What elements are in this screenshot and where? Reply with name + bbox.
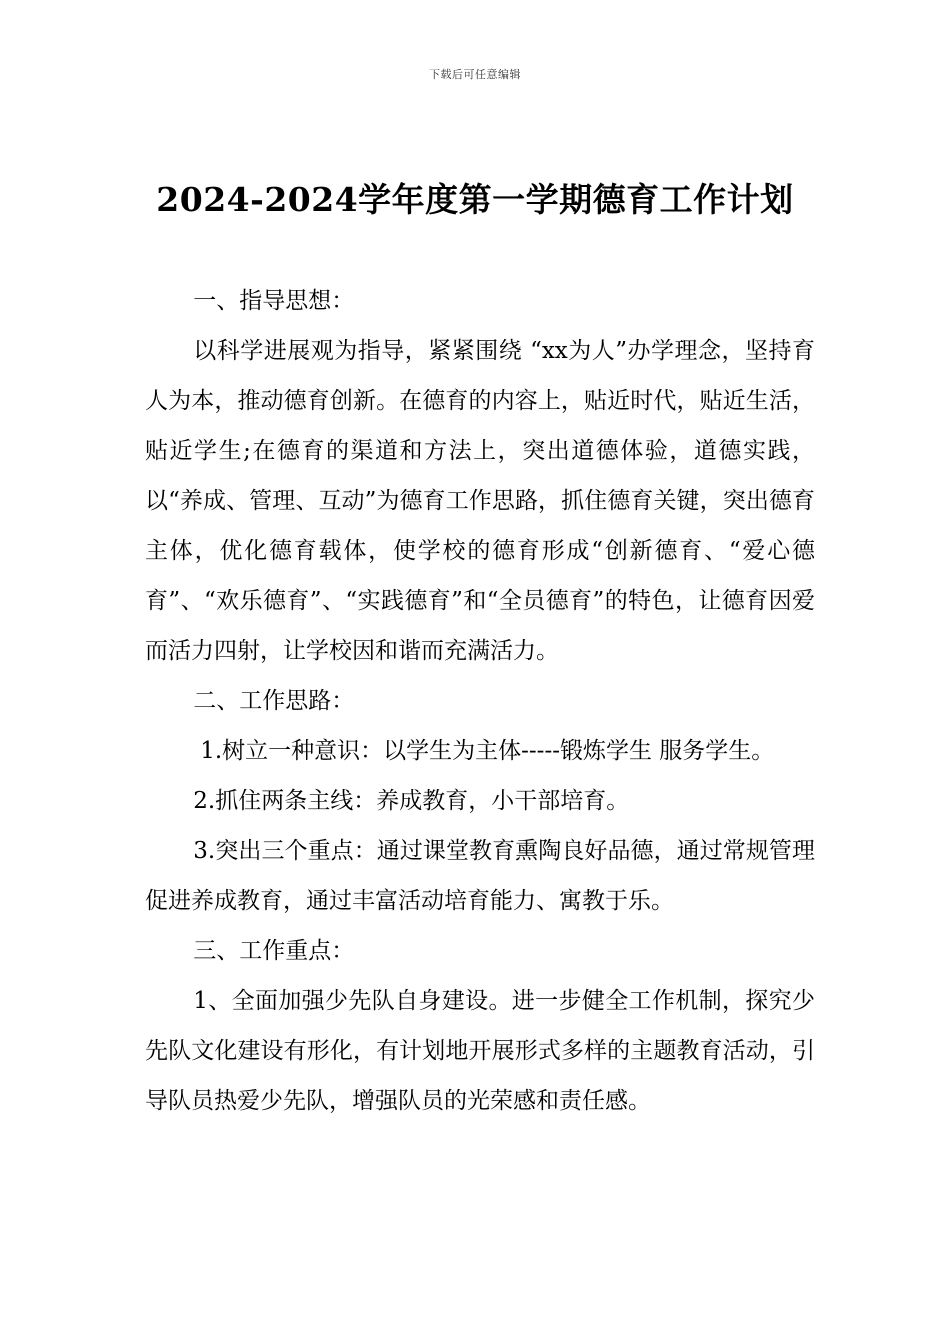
paragraph-guiding-ideology: 以科学进展观为指导，紧紧围绕 “xx为人”办学理念，坚持育人为本，推动德育创新。在德育的内容上，贴近时代，贴近生活，贴近学生;在德育的渠道和方法上，突出道德体验，道德实践，以“养成、管理、互动”为德育工作思路，抓住德育关键，突出德育主体，优化德育载体，使学校的德育形成“创新德育、“爱心德育”、“欢乐德育”、“实践德育”和“全员德育”的特色，让德育因爱而活力四射，让学校因和谐而充满活力。	[145, 338, 815, 664]
list-item-approach-2: 2.抓住两条主线：养成教育，小干部培育。	[193, 788, 630, 814]
section-heading-guiding-ideology: 一、指导思想：	[193, 288, 355, 314]
section-heading-work-focus: 三、工作重点：	[193, 938, 355, 964]
list-item-approach-1: 1.树立一种意识：以学生为主体-----锻炼学生 服务学生。	[200, 738, 775, 764]
list-item-approach-3: 3.突出三个重点：通过课堂教育熏陶良好品德，通过常规管理促进养成教育，通过丰富活动培育能力、寓教于乐。	[145, 838, 815, 914]
document-title: 2024-2024学年度第一学期德育工作计划	[156, 180, 794, 219]
list-item-focus-1: 1、全面加强少先队自身建设。进一步健全工作机制，探究少先队文化建设有形化，有计划地开展形式多样的主题教育活动，引导队员热爱少先队，增强队员的光荣感和责任感。	[145, 988, 815, 1114]
document-body	[145, 276, 815, 1126]
header-note: 下载后可任意编辑	[429, 68, 521, 81]
section-heading-work-approach: 二、工作思路：	[193, 688, 355, 714]
